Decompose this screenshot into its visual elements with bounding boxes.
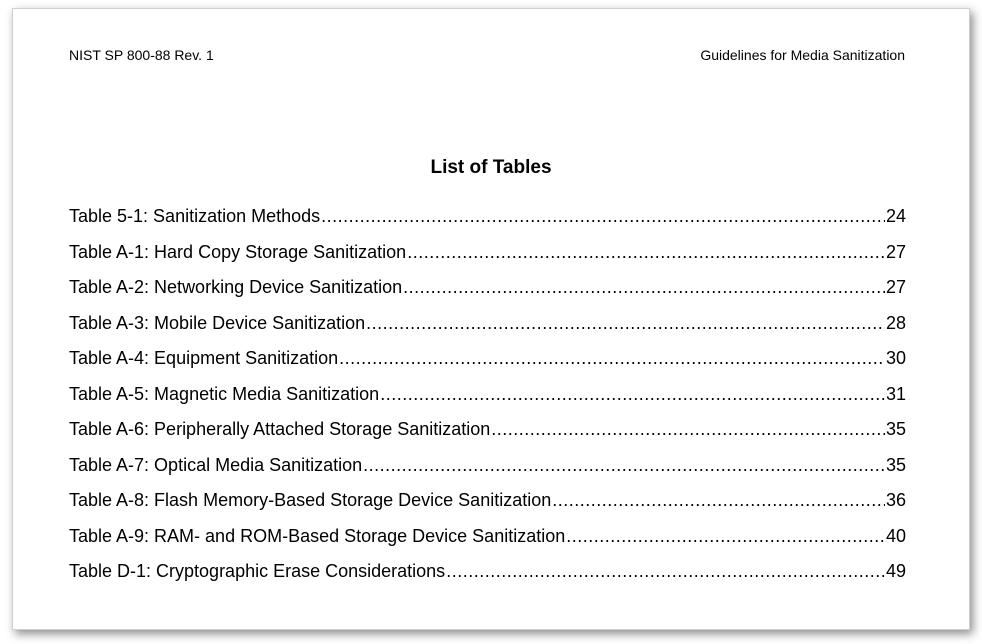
toc-entry-page: 27 [885, 241, 906, 262]
page-title: List of Tables [430, 157, 552, 178]
toc-leader-dots [366, 306, 885, 342]
toc-entry[interactable] [69, 270, 906, 306]
toc-entry-label: Table 5-1: Sanitization Methods [69, 206, 321, 226]
toc-entry-label: Table A-7: Optical Media Sanitization [69, 454, 363, 475]
toc-entry-label: Table A-5: Magnetic Media Sanitization [69, 383, 380, 404]
toc-entry-page: 31 [885, 383, 906, 404]
toc-entry-label: Table D-1: Cryptographic Erase Considerations [69, 561, 446, 581]
document-page [12, 8, 970, 630]
toc-entry-page: 24 [885, 206, 906, 226]
toc-entry[interactable] [69, 519, 906, 555]
toc-entry-page: 35 [885, 419, 906, 439]
toc-entry-page: 36 [885, 490, 906, 510]
toc-entry[interactable] [69, 377, 906, 413]
toc-leader-dots [446, 554, 885, 590]
toc-leader-dots [321, 199, 885, 235]
toc-entry[interactable] [69, 199, 906, 235]
toc-entry-label: Table A-6: Peripherally Attached Storage Sanitization [69, 419, 491, 439]
toc-leader-dots [363, 448, 885, 484]
toc-leader-dots [552, 483, 885, 519]
list-of-tables [69, 199, 906, 590]
toc-entry[interactable] [69, 235, 906, 271]
header-doc-id: NIST SP 800-88 Rev. 1 [69, 47, 214, 63]
toc-entry[interactable] [69, 448, 906, 484]
toc-entry[interactable] [69, 412, 906, 448]
toc-entry-label: Table A-3: Mobile Device Sanitization [69, 312, 366, 333]
toc-leader-dots [403, 270, 885, 306]
toc-entry-label: Table A-9: RAM- and ROM-Based Storage Device Sanitization [69, 525, 566, 546]
toc-leader-dots [339, 341, 885, 377]
toc-entry-label: Table A-2: Networking Device Sanitization [69, 277, 403, 297]
toc-entry-page: 30 [885, 348, 906, 368]
toc-leader-dots [491, 412, 885, 448]
toc-entry[interactable] [69, 483, 906, 519]
toc-entry-page: 40 [885, 525, 906, 546]
toc-entry-page: 49 [885, 561, 906, 581]
toc-entry[interactable] [69, 306, 906, 342]
toc-entry[interactable] [69, 341, 906, 377]
toc-leader-dots [380, 377, 885, 413]
header-doc-title: Guidelines for Media Sanitization [700, 47, 905, 63]
toc-entry-label: Table A-4: Equipment Sanitization [69, 348, 339, 368]
toc-entry-label: Table A-8: Flash Memory-Based Storage Device Sanitization [69, 490, 552, 510]
toc-entry-page: 27 [885, 277, 906, 297]
toc-entry-page: 28 [885, 312, 906, 333]
toc-entry[interactable] [69, 554, 906, 590]
toc-entry-page: 35 [885, 454, 906, 475]
toc-leader-dots [407, 235, 885, 271]
toc-leader-dots [566, 519, 885, 555]
toc-entry-label: Table A-1: Hard Copy Storage Sanitization [69, 241, 407, 262]
